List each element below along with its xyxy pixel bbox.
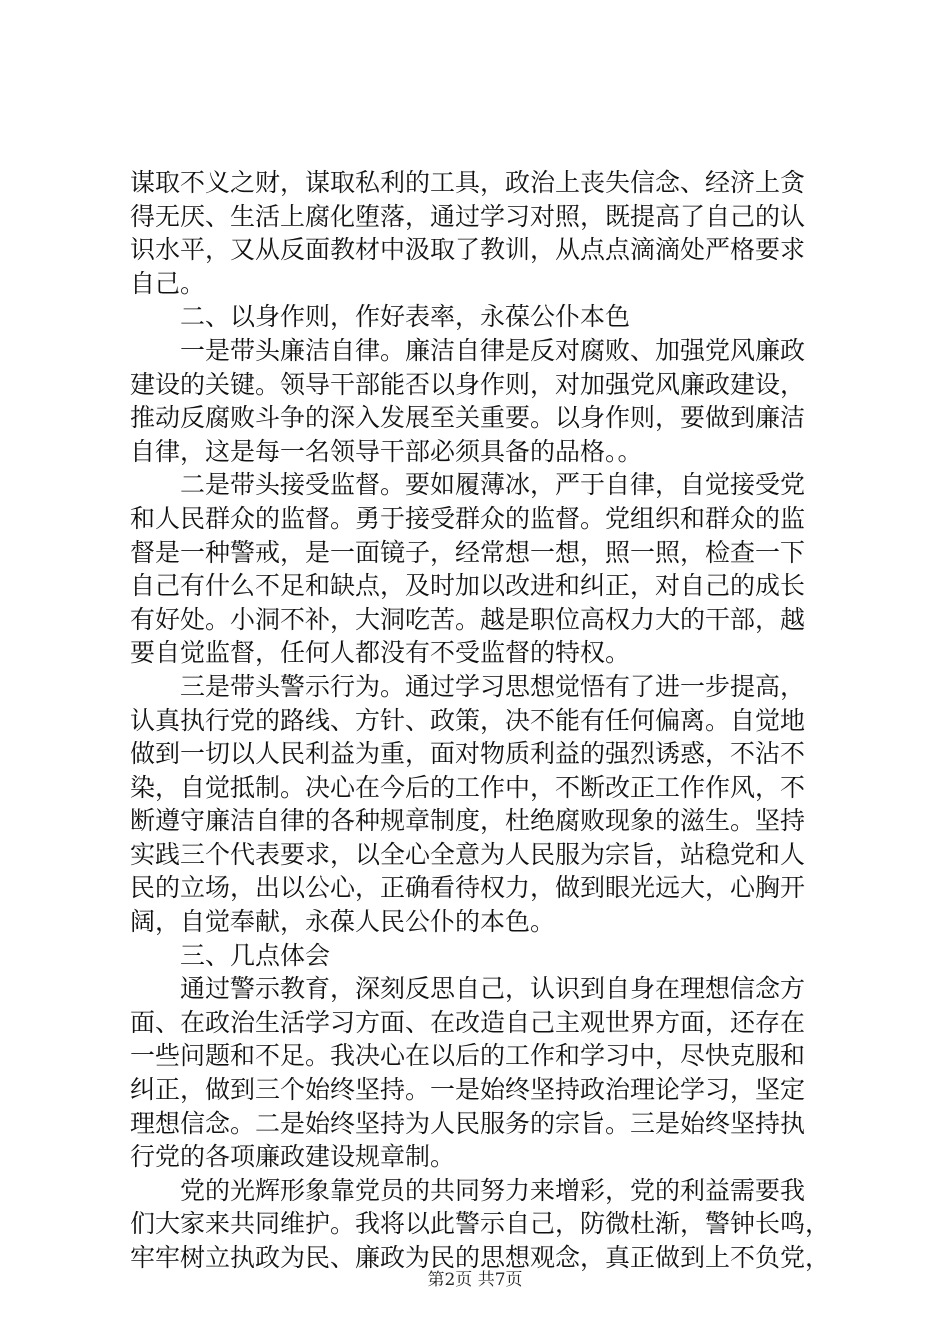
text-line: 们大家来共同维护。我将以此警示自己，防微杜渐，警钟长鸣， [130,1209,830,1239]
text-line: 谋取不义之财，谋取私利的工具，政治上丧失信念、经济上贪 [130,168,806,197]
text-line: 牢牢树立执政为民、廉政为民的思想观念，真正做到上不负党， [130,1243,830,1272]
text-line: 实践三个代表要求，以全心全意为人民服为宗旨，站稳党和人 [130,839,806,869]
text-line: 一些问题和不足。我决心在以后的工作和学习中，尽快克服和 [130,1041,806,1071]
text-line: 理想信念。二是始终坚持为人民服务的宗旨。三是始终坚持执 [130,1108,806,1138]
text-line: 认真执行党的路线、方针、政策，决不能有任何偏离。自觉地 [130,705,806,735]
text-line: 纠正，做到三个始终坚持。一是始终坚持政治理论学习，坚定 [130,1075,806,1105]
text-line: 识水平，又从反面教材中汲取了教训，从点点滴滴处严格要求 [130,235,806,265]
page-footer: 第2页 共7页 [427,1270,523,1290]
text-line: 染，自觉抵制。决心在今后的工作中，不断改正工作作风，不 [130,772,806,802]
text-line: 建设的关键。领导干部能否以身作则，对加强党风廉政建设， [130,369,806,399]
text-line: 二是带头接受监督。要如履薄冰，严于自律，自觉接受党 [180,470,806,500]
text-line: 做到一切以人民利益为重，面对物质利益的强烈诱惑，不沾不 [130,739,806,769]
text-line: 自己有什么不足和缺点，及时加以改进和纠正，对自己的成长 [130,571,806,601]
text-line: 面、在政治生活学习方面、在改造自己主观世界方面，还存在 [130,1007,806,1037]
text-line: 有好处。小洞不补，大洞吃苦。越是职位高权力大的干部，越 [130,604,806,634]
text-line: 三是带头警示行为。通过学习思想觉悟有了进一步提高， [180,671,806,701]
text-line: 三、几点体会 [180,940,331,970]
text-line: 一是带头廉洁自律。廉洁自律是反对腐败、加强党风廉政 [180,335,806,365]
text-line: 民的立场，出以公心，正确看待权力，做到眼光远大，心胸开 [130,873,806,903]
text-line: 党的光辉形象靠党员的共同努力来增彩，党的利益需要我 [180,1175,806,1205]
text-line: 阔，自觉奉献，永葆人民公仆的本色。 [130,907,556,937]
text-line: 督是一种警戒，是一面镜子，经常想一想，照一照，检查一下 [130,537,806,567]
text-line: 得无厌、生活上腐化堕落，通过学习对照，既提高了自己的认 [130,201,806,231]
text-line: 二、以身作则，作好表率，永葆公仆本色 [180,302,631,332]
text-line: 自己。 [130,268,206,298]
body-text [130,166,830,1275]
text-line: 通过警示教育，深刻反思自己，认识到自身在理想信念方 [180,974,806,1004]
text-line: 推动反腐败斗争的深入发展至关重要。以身作则，要做到廉洁 [130,403,806,433]
text-line: 自律，这是每一名领导干部必须具备的品格。。 [130,436,643,466]
text-line: 断遵守廉洁自律的各种规章制度，杜绝腐败现象的滋生。坚持 [130,806,806,836]
text-line: 要自觉监督，任何人都没有不受监督的特权。 [130,638,631,668]
text-line: 行党的各项廉政建设规章制。 [130,1142,456,1172]
text-line: 和人民群众的监督。勇于接受群众的监督。党组织和群众的监 [130,503,806,533]
